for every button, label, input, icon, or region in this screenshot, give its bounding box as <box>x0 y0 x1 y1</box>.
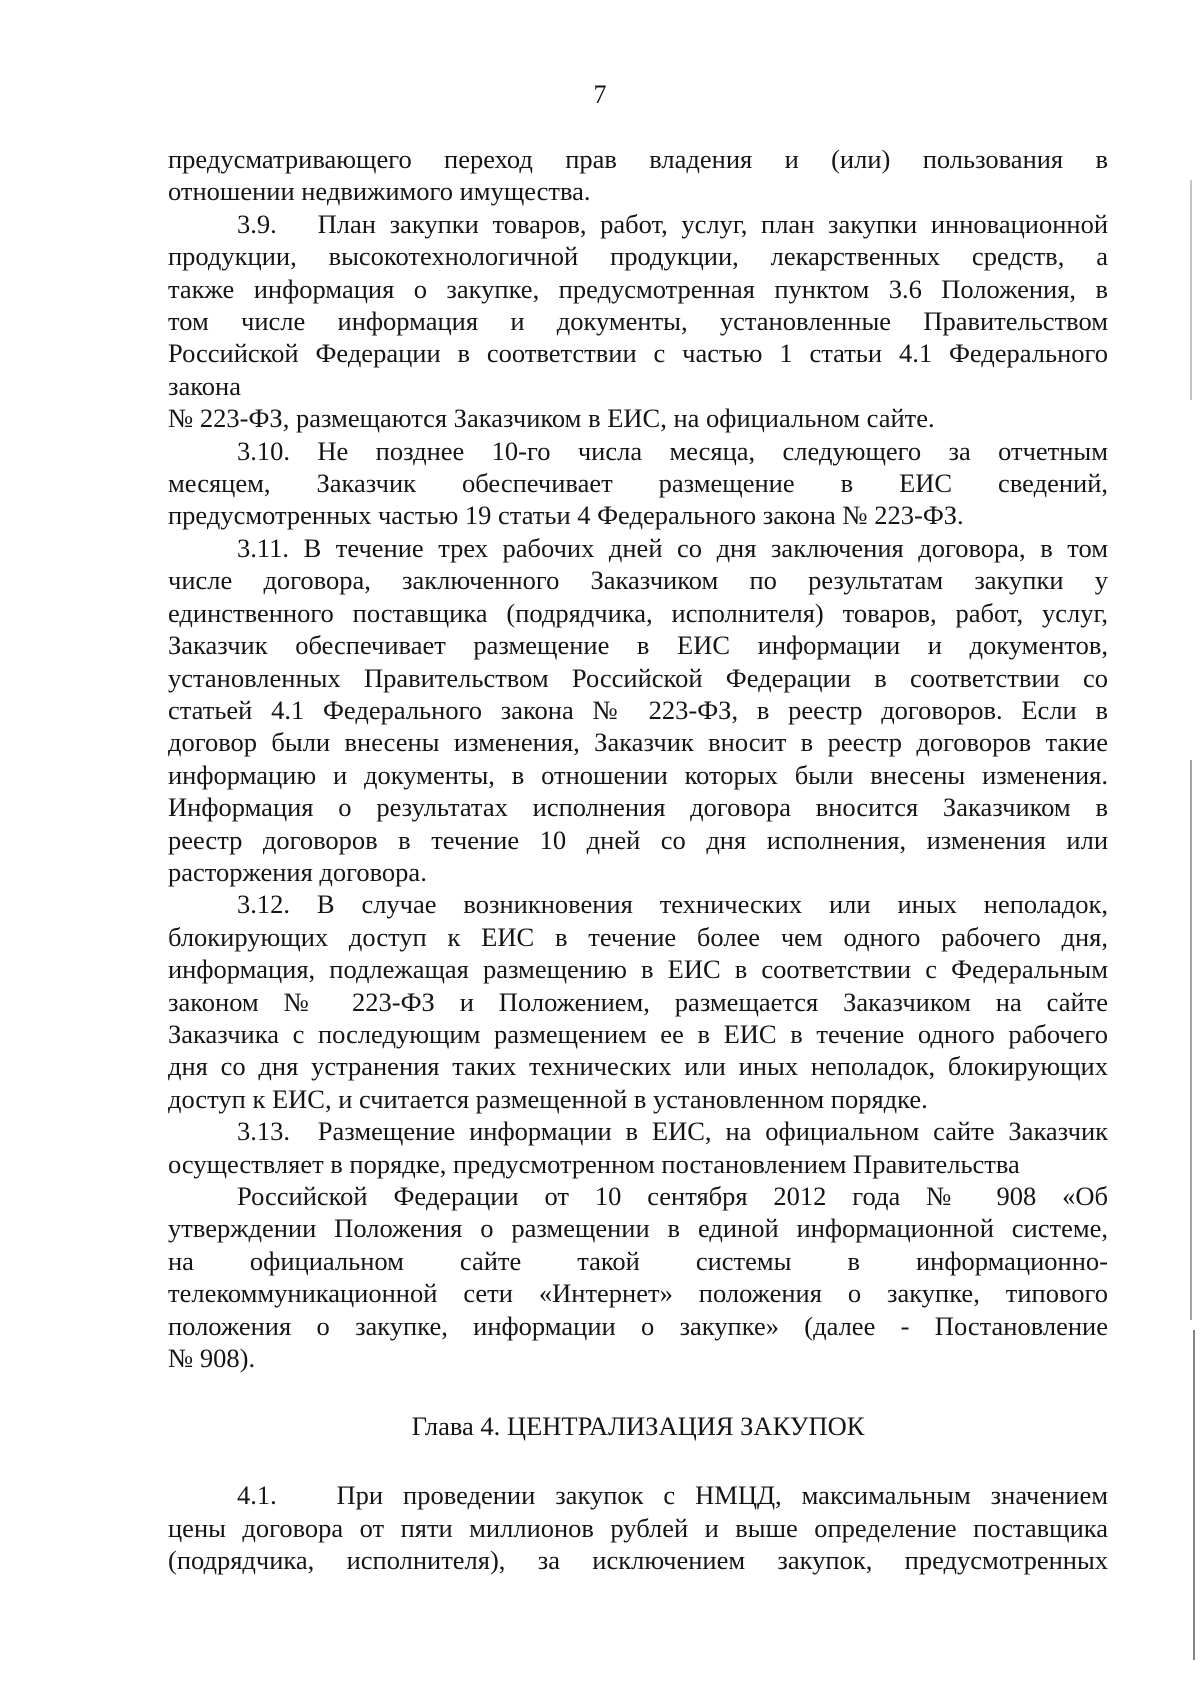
page-number: 7 <box>593 80 607 109</box>
text-line: законом № 223-ФЗ и Положением, размещается Заказчиком на сайте <box>168 986 1108 1017</box>
scan-edge-mark <box>1193 1330 1195 1660</box>
clause-number: 3.12. <box>237 889 290 920</box>
clause-3-13 <box>168 1115 1108 1180</box>
text-line: статьей 4.1 Федерального закона № 223-ФЗ, в реестр договоров. Если в <box>168 694 1108 725</box>
clause-number: 3.11. <box>237 532 290 563</box>
text-line: реестр договоров в течение 10 дней со дня исполнения, изменения или <box>168 824 1108 855</box>
clause-text: Размещение информации в ЕИС, на официальном сайте Заказчик <box>317 1116 1109 1147</box>
clause-text: При проведении закупок с НМЦД, максимальным значением <box>336 1480 1109 1511</box>
clause-3-13-continuation <box>168 1180 1108 1374</box>
text-line: закона <box>168 370 241 401</box>
text-line: числе договора, заключенного Заказчиком по результатам закупки у <box>168 565 1108 596</box>
clause-text: В случае возникновения технических или иных неполадок, <box>316 889 1109 920</box>
text-line <box>168 435 1108 467</box>
clause-number: 3.13. <box>237 1116 290 1147</box>
text-line: доступ к ЕИС, и считается размещенной в установленном порядке. <box>168 1083 928 1114</box>
scan-edge-mark <box>1190 760 1192 1320</box>
text-line: № 908). <box>168 1343 256 1374</box>
clause-number: 3.9. <box>237 208 277 239</box>
text-line: Российской Федерации от 10 сентября 2012 года № 908 «Об <box>237 1181 1108 1211</box>
text-line: установленных Правительством Российской Федерации в соответствии со <box>168 662 1108 693</box>
text-line: информацию и документы, в отношении которых были внесены изменения. <box>168 759 1108 790</box>
text-line: утверждении Положения о размещении в единой информационной системе, <box>168 1213 1108 1244</box>
text-line: отношении недвижимого имущества. <box>168 176 591 207</box>
text-line: единственного поставщика (подрядчика, исполнителя) товаров, работ, услуг, <box>168 597 1108 628</box>
text-line: № 223-ФЗ, размещаются Заказчиком в ЕИС, на официальном сайте. <box>168 403 935 434</box>
text-line: расторжения договора. <box>168 856 427 887</box>
paragraph-continuation <box>168 143 1108 208</box>
text-line: месяцем, Заказчик обеспечивает размещение в ЕИС сведений, <box>168 468 1108 499</box>
clause-4-1 <box>168 1479 1108 1576</box>
text-line <box>168 208 1108 240</box>
text-line: осуществляет в порядке, предусмотренном постановлением Правительства <box>168 1148 1020 1179</box>
text-line: также информация о закупке, предусмотренная пунктом 3.6 Положения, в <box>168 273 1108 304</box>
text-line: дня со дня устранения таких технических или иных неполадок, блокирующих <box>168 1051 1108 1082</box>
clause-3-9 <box>168 208 1108 435</box>
text-line: на официальном сайте такой системы в информационно- <box>168 1245 1108 1276</box>
clause-3-10 <box>168 435 1108 532</box>
text-line: Информация о результатах исполнения договора вносится Заказчиком в <box>168 792 1108 823</box>
clause-number: 3.10. <box>237 435 290 466</box>
text-line <box>168 1115 1108 1147</box>
clause-3-11 <box>168 532 1108 888</box>
text-line: предусматривающего переход прав владения и (или) пользования в <box>168 144 1108 174</box>
clause-3-12 <box>168 888 1108 1115</box>
document-body <box>168 143 1108 1577</box>
text-line: информация, подлежащая размещению в ЕИС в соответствии с Федеральным <box>168 954 1108 985</box>
text-line: Российской Федерации в соответствии с частью 1 статьи 4.1 Федерального <box>168 338 1108 369</box>
text-line: том числе информация и документы, установленные Правительством <box>168 306 1108 337</box>
text-line <box>168 1479 1108 1511</box>
text-line: предусмотренных частью 19 статьи 4 Федерального закона № 223-ФЗ. <box>168 500 964 531</box>
text-line: положения о закупке, информации о закупке» (далее - Постановление <box>168 1310 1108 1341</box>
scan-edge-mark <box>1190 180 1192 400</box>
text-line: блокирующих доступ к ЕИС в течение более чем одного рабочего дня, <box>168 921 1108 952</box>
text-line: продукции, высокотехнологичной продукции, лекарственных средств, а <box>168 241 1108 272</box>
text-line <box>168 888 1108 920</box>
clause-text: Не позднее 10-го числа месяца, следующего за отчетным <box>317 435 1108 466</box>
text-line: (подрядчика, исполнителя), за исключением закупок, предусмотренных <box>168 1545 1108 1576</box>
text-line: цены договора от пяти миллионов рублей и выше определение поставщика <box>168 1512 1108 1543</box>
text-line: Заказчика с последующим размещением ее в ЕИС в течение одного рабочего <box>168 1018 1108 1049</box>
text-line: телекоммуникационной сети «Интернет» положения о закупке, типового <box>168 1278 1108 1309</box>
text-line <box>168 532 1108 564</box>
text-line: Заказчик обеспечивает размещение в ЕИС информации и документов, <box>168 630 1108 661</box>
clause-text: План закупки товаров, работ, услуг, план закупки инновационной <box>317 208 1108 239</box>
clause-text: В течение трех рабочих дней со дня заключения договора, в том <box>303 532 1108 563</box>
text-line: договор были внесены изменения, Заказчик вносит в реестр договоров такие <box>168 727 1108 758</box>
clause-number: 4.1. <box>237 1480 277 1511</box>
chapter-heading: Глава 4. ЦЕНТРАЛИЗАЦИЯ ЗАКУПОК <box>411 1411 865 1442</box>
